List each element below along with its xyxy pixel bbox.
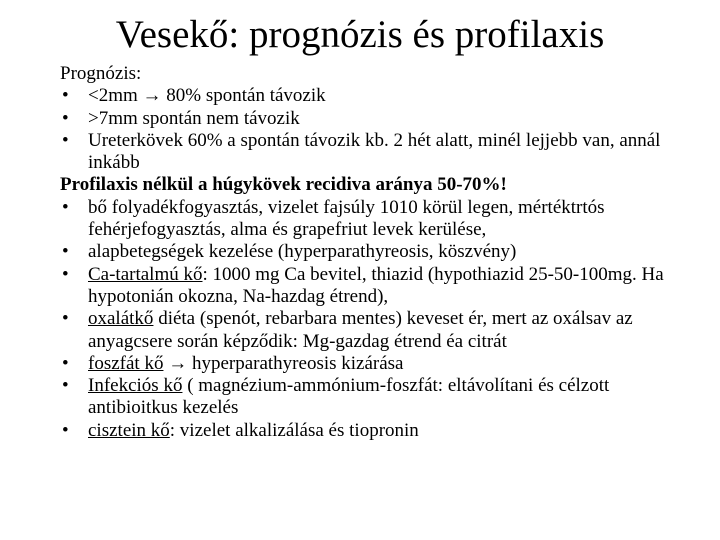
bullet-icon: • (62, 263, 69, 285)
list-item (60, 308, 700, 353)
list-item (60, 241, 700, 263)
list-item (60, 85, 700, 107)
prognosis-list (60, 85, 700, 174)
list-item-text: alapbetegségek kezelése (hyperparathyreosis, köszvény) (88, 241, 517, 263)
bullet-icon: • (62, 419, 69, 441)
list-item-text: : vizelet alkalizálása és tiopronin (169, 419, 419, 441)
profilaxis-list (60, 197, 700, 442)
list-item-term: Ca-tartalmú kő (88, 263, 203, 285)
bullet-icon: • (62, 196, 69, 218)
list-item-text: bő folyadékfogyasztás, vizelet fajsúly 1010 körül legen, mértéktrtós fehérjefogyasztás, alma és grapefriut levek kerülése, (88, 196, 605, 241)
list-item-text: Ureterkövek 60% a spontán távozik kb. 2 hét alatt, minél lejjebb van, annál inkább (88, 129, 661, 174)
slide-title: Vesekő: prognózis és profilaxis (115, 13, 605, 56)
bullet-icon: • (62, 308, 69, 330)
bullet-icon: • (62, 241, 69, 263)
list-item-text: → hyperparathyreosis kizárása (163, 352, 404, 374)
prognosis-heading: Prognózis: (60, 63, 142, 84)
list-item (60, 375, 700, 420)
list-item (60, 353, 700, 375)
list-item (60, 197, 700, 242)
bullet-icon: • (62, 129, 69, 151)
list-item-text: <2mm → 80% spontán távozik (88, 85, 326, 107)
bullet-icon: • (62, 352, 69, 374)
list-item-term: Infekciós kő (88, 375, 183, 397)
list-item-text: >7mm spontán nem távozik (88, 107, 300, 129)
list-item-text: diéta (spenót, rebarbara mentes) keveset ér, mert az oxálsav az anyagcsere során képződik: Mg-gazdag étrend éa citrát (88, 308, 633, 352)
slide-content (60, 63, 700, 442)
bullet-icon: • (62, 375, 69, 397)
list-item (60, 108, 700, 130)
list-item-text: ( magnézium-ammónium-foszfát: eltávolítani és célzott antibioitkus kezelés (88, 375, 610, 419)
list-item (60, 420, 700, 442)
list-item (60, 130, 700, 175)
profilaxis-heading: Profilaxis nélkül a húgykövek recidiva aránya 50-70%! (60, 174, 507, 196)
list-item (60, 264, 700, 309)
list-item-term: cisztein kő (88, 419, 170, 441)
bullet-icon: • (62, 85, 69, 107)
list-item-term: oxalátkő (88, 308, 154, 330)
bullet-icon: • (62, 107, 69, 129)
list-item-term: foszfát kő (88, 352, 164, 374)
list-item-text: : 1000 mg Ca bevitel, thiazid (hypothiazid 25-50-100mg. Ha hypotonián okozna, Na-hazdag étrend), (88, 263, 664, 307)
